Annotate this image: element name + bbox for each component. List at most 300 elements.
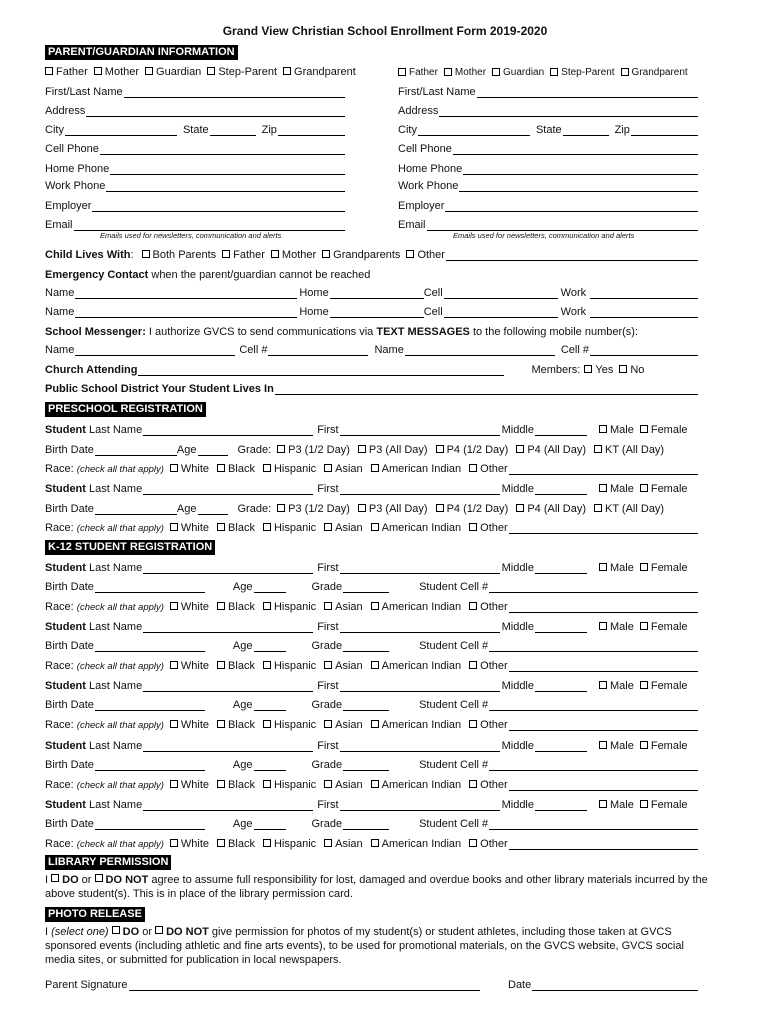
checkbox[interactable] — [436, 504, 444, 512]
checkbox[interactable] — [594, 504, 602, 512]
k12-student-3-name-row: Student Last Name First Middle Male Female — [45, 680, 688, 692]
checkbox[interactable] — [599, 425, 607, 433]
k12-student-1-age-input[interactable] — [254, 581, 286, 593]
checkbox[interactable] — [277, 504, 285, 512]
guardian2-cell-input[interactable] — [453, 143, 698, 155]
checkbox[interactable] — [371, 661, 379, 669]
k12-student-3-last-name-input[interactable] — [143, 680, 313, 692]
checkbox[interactable] — [621, 68, 629, 76]
checkbox[interactable] — [324, 602, 332, 610]
photo-donot-checkbox[interactable] — [155, 926, 163, 934]
guardian2-home-input[interactable] — [463, 163, 698, 175]
k12-student-4-grade-input[interactable] — [343, 759, 389, 771]
checkbox[interactable] — [170, 780, 178, 788]
k12-student-3-race-other[interactable]: Other — [469, 719, 508, 731]
date-row: Date — [508, 976, 698, 991]
guardian2-role-step-parent[interactable]: Step-Parent — [550, 67, 614, 78]
checkbox[interactable] — [217, 602, 225, 610]
k12-student-4-birth-row: Birth Date Age Grade Student Cell # — [45, 756, 698, 771]
preschool-student-2-male[interactable]: Male — [599, 483, 634, 495]
lives-mother[interactable]: Mother — [271, 249, 316, 261]
k12-student-2-race-asian[interactable]: Asian — [324, 660, 363, 672]
k12-student-1-race-hispanic[interactable]: Hispanic — [263, 601, 316, 613]
k12-student-5-female[interactable]: Female — [640, 799, 688, 811]
preschool-student-2-female[interactable]: Female — [640, 483, 688, 495]
preschool-student-1-age-input[interactable] — [198, 444, 228, 456]
checkbox[interactable] — [207, 67, 215, 75]
checkbox[interactable] — [263, 523, 271, 531]
k12-student-1-race-asian[interactable]: Asian — [324, 601, 363, 613]
k12-student-3-race-american-indian[interactable]: American Indian — [371, 719, 462, 731]
preschool-student-1-male[interactable]: Male — [599, 424, 634, 436]
emergency1-cell-input[interactable] — [444, 287, 558, 299]
district-row: Public School District Your Student Lives In — [45, 380, 698, 395]
checkbox[interactable] — [640, 681, 648, 689]
checkbox[interactable] — [170, 523, 178, 531]
checkbox[interactable] — [594, 445, 602, 453]
guardian1-employer-field: Employer — [45, 197, 345, 212]
checkbox[interactable] — [469, 720, 477, 728]
checkbox[interactable] — [469, 661, 477, 669]
lives-both-parents[interactable]: Both Parents — [142, 249, 217, 261]
k12-student-4-middle-input[interactable] — [535, 740, 587, 752]
checkbox[interactable] — [469, 839, 477, 847]
emergency-contact-row-2: Name Home Cell Work — [45, 303, 698, 318]
k12-student-5-name-row: Student Last Name First Middle Male Female — [45, 799, 688, 811]
k12-student-2-grade-input[interactable] — [343, 640, 389, 652]
guardian2-email-note: Emails used for newsletters, communication and alerts — [453, 231, 635, 240]
preschool-student-2-name-row: Student Last Name First Middle Male Female — [45, 483, 688, 495]
checkbox[interactable] — [371, 839, 379, 847]
checkbox[interactable] — [324, 523, 332, 531]
checkbox[interactable] — [584, 365, 592, 373]
preschool-student-2-race-hispanic[interactable]: Hispanic — [263, 522, 316, 534]
checkbox[interactable] — [599, 681, 607, 689]
checkbox[interactable] — [640, 622, 648, 630]
guardian1-roles — [45, 63, 362, 78]
guardian2-address-input[interactable] — [439, 105, 698, 117]
checkbox[interactable] — [263, 780, 271, 788]
k12-student-3-cell-input[interactable] — [489, 699, 698, 711]
k12-student-5-male[interactable]: Male — [599, 799, 634, 811]
preschool-student-1-last-name-input[interactable] — [143, 424, 313, 436]
k12-student-4-cell-input[interactable] — [489, 759, 698, 771]
guardian1-email-note: Emails used for newsletters, communication and alerts — [100, 231, 282, 240]
checkbox[interactable] — [550, 68, 558, 76]
checkbox[interactable] — [516, 504, 524, 512]
date-input[interactable] — [532, 979, 698, 991]
guardian1-state-input[interactable] — [210, 124, 256, 136]
k12-student-3-race-asian[interactable]: Asian — [324, 719, 363, 731]
checkbox[interactable] — [516, 445, 524, 453]
preschool-student-1-female[interactable]: Female — [640, 424, 688, 436]
k12-student-5-cell-input[interactable] — [489, 818, 698, 830]
checkbox[interactable] — [277, 445, 285, 453]
checkbox[interactable] — [263, 661, 271, 669]
checkbox[interactable] — [324, 839, 332, 847]
k12-student-5-birth-input[interactable] — [95, 818, 205, 830]
checkbox[interactable] — [640, 741, 648, 749]
members-no[interactable]: No — [619, 364, 644, 376]
k12-student-3-female[interactable]: Female — [640, 680, 688, 692]
preschool-student-1-race-row: Race: (check all that apply) White Black Hispanic Asian American Indian Other — [45, 460, 698, 475]
k12-student-1-race-american-indian[interactable]: American Indian — [371, 601, 462, 613]
form-title: Grand View Christian School Enrollment Form 2019-2020 — [222, 24, 548, 38]
guardian1-role-guardian[interactable]: Guardian — [145, 66, 201, 78]
preschool-student-2-race-asian[interactable]: Asian — [324, 522, 363, 534]
messenger2-name-input[interactable] — [405, 344, 555, 356]
k12-student-4-last-name-input[interactable] — [143, 740, 313, 752]
preschool-student-2-grade-option-3[interactable]: P4 (1/2 Day) — [436, 503, 509, 515]
k12-student-1-cell-input[interactable] — [489, 581, 698, 593]
preschool-student-1-birth-row: Birth Date Age Grade: P3 (1/2 Day) P3 (All Day) P4 (1/2 Day) P4 (All Day) KT (All Day) — [45, 444, 665, 456]
checkbox[interactable] — [263, 602, 271, 610]
checkbox[interactable] — [371, 464, 379, 472]
guardian1-zip-input[interactable] — [278, 124, 345, 136]
preschool-student-2-race-white[interactable]: White — [170, 522, 209, 534]
church-row: Church Attending Members: Yes No — [45, 364, 645, 376]
preschool-student-1-race-white[interactable]: White — [170, 463, 209, 475]
k12-student-5-race-row: Race: (check all that apply) White Black Hispanic Asian American Indian Other — [45, 835, 698, 850]
guardian1-address-field: Address — [45, 102, 345, 117]
guardian1-cell-field: Cell Phone — [45, 140, 345, 155]
k12-student-2-middle-input[interactable] — [535, 621, 587, 633]
preschool-student-2-race-black[interactable]: Black — [217, 522, 255, 534]
checkbox[interactable] — [469, 523, 477, 531]
emergency-contact-row-1: Name Home Cell Work — [45, 284, 698, 299]
checkbox[interactable] — [619, 365, 627, 373]
checkbox[interactable] — [324, 720, 332, 728]
guardian2-role-mother[interactable]: Mother — [444, 67, 486, 78]
guardian2-address-field: Address — [398, 102, 698, 117]
guardian1-city-input[interactable] — [65, 124, 177, 136]
checkbox[interactable] — [170, 661, 178, 669]
preschool-student-2-race-american-indian[interactable]: American Indian — [371, 522, 462, 534]
checkbox[interactable] — [599, 484, 607, 492]
k12-student-1-race-other[interactable]: Other — [469, 601, 508, 613]
checkbox[interactable] — [217, 523, 225, 531]
emergency2-home-input[interactable] — [330, 306, 424, 318]
preschool-student-2-age-input[interactable] — [198, 503, 228, 515]
guardian1-role-mother[interactable]: Mother — [94, 66, 139, 78]
preschool-student-1-grade-option-4[interactable]: P4 (All Day) — [516, 444, 586, 456]
checkbox[interactable] — [398, 68, 406, 76]
k12-student-2-race-american-indian[interactable]: American Indian — [371, 660, 462, 672]
k12-student-3-birth-row: Birth Date Age Grade Student Cell # — [45, 696, 698, 711]
emergency1-work-input[interactable] — [590, 287, 698, 299]
k12-student-4-age-input[interactable] — [254, 759, 286, 771]
guardian2-name-input[interactable] — [477, 86, 698, 98]
k12-student-3-male[interactable]: Male — [599, 680, 634, 692]
guardian1-role-step-parent[interactable]: Step-Parent — [207, 66, 277, 78]
checkbox[interactable] — [599, 622, 607, 630]
preschool-student-2-race-other-input[interactable] — [509, 522, 698, 534]
checkbox[interactable] — [170, 839, 178, 847]
checkbox[interactable] — [599, 741, 607, 749]
guardian1-name-field: First/Last Name — [45, 83, 345, 98]
checkbox[interactable] — [94, 67, 102, 75]
checkbox[interactable] — [469, 780, 477, 788]
k12-student-2-birth-row: Birth Date Age Grade Student Cell # — [45, 637, 698, 652]
preschool-student-2-last-name-input[interactable] — [143, 483, 313, 495]
k12-student-5-age-input[interactable] — [254, 818, 286, 830]
k12-student-1-race-white[interactable]: White — [170, 601, 209, 613]
k12-student-5-grade-input[interactable] — [343, 818, 389, 830]
checkbox[interactable] — [145, 67, 153, 75]
checkbox[interactable] — [217, 839, 225, 847]
checkbox[interactable] — [640, 800, 648, 808]
checkbox[interactable] — [322, 250, 330, 258]
preschool-student-2-birth-input[interactable] — [95, 503, 177, 515]
k12-student-4-race-other[interactable]: Other — [469, 779, 508, 791]
lives-father[interactable]: Father — [222, 249, 265, 261]
k12-student-2-race-black[interactable]: Black — [217, 660, 255, 672]
checkbox[interactable] — [222, 250, 230, 258]
checkbox[interactable] — [640, 484, 648, 492]
guardian1-cell-input[interactable] — [100, 143, 345, 155]
preschool-student-2-first-name-input[interactable] — [340, 483, 500, 495]
checkbox[interactable] — [263, 839, 271, 847]
k12-student-3-race-row: Race: (check all that apply) White Black Hispanic Asian American Indian Other — [45, 716, 698, 731]
preschool-student-1-race-hispanic[interactable]: Hispanic — [263, 463, 316, 475]
checkbox[interactable] — [492, 68, 500, 76]
section-photo-release: PHOTO RELEASE — [45, 907, 145, 922]
preschool-student-2-middle-input[interactable] — [535, 483, 587, 495]
checkbox[interactable] — [371, 780, 379, 788]
k12-student-4-race-other-input[interactable] — [509, 779, 698, 791]
members-yes[interactable]: Yes — [584, 364, 613, 376]
guardian2-name-field: First/Last Name — [398, 83, 698, 98]
preschool-student-1-grade-option-2[interactable]: P3 (All Day) — [358, 444, 428, 456]
preschool-student-2-race-row: Race: (check all that apply) White Black Hispanic Asian American Indian Other — [45, 519, 698, 534]
library-do-checkbox[interactable] — [51, 874, 59, 882]
guardian1-address-input[interactable] — [86, 105, 345, 117]
checkbox[interactable] — [640, 563, 648, 571]
k12-student-2-male[interactable]: Male — [599, 621, 634, 633]
messenger1-name-input[interactable] — [75, 344, 235, 356]
k12-student-1-last-name-input[interactable] — [143, 562, 313, 574]
preschool-student-1-grade-option-1[interactable]: P3 (1/2 Day) — [277, 444, 350, 456]
emergency1-name-input[interactable] — [75, 287, 297, 299]
library-donot-checkbox[interactable] — [95, 874, 103, 882]
k12-student-4-male[interactable]: Male — [599, 740, 634, 752]
guardian1-role-father[interactable]: Father — [45, 66, 88, 78]
guardian2-cell-field: Cell Phone — [398, 140, 698, 155]
guardian2-state-input[interactable] — [563, 124, 609, 136]
guardian2-role-grandparent[interactable]: Grandparent — [621, 67, 688, 78]
checkbox[interactable] — [406, 250, 414, 258]
checkbox[interactable] — [217, 720, 225, 728]
checkbox[interactable] — [444, 68, 452, 76]
k12-student-4-race-row: Race: (check all that apply) White Black Hispanic Asian American Indian Other — [45, 776, 698, 791]
checkbox[interactable] — [271, 250, 279, 258]
guardian2-role-father[interactable]: Father — [398, 67, 438, 78]
school-messenger-row: Name Cell # Name Cell # — [45, 341, 698, 356]
k12-student-4-birth-input[interactable] — [95, 759, 205, 771]
preschool-student-2-grade-option-1[interactable]: P3 (1/2 Day) — [277, 503, 350, 515]
k12-student-4-race-asian[interactable]: Asian — [324, 779, 363, 791]
emergency2-work-input[interactable] — [590, 306, 698, 318]
checkbox[interactable] — [170, 720, 178, 728]
checkbox[interactable] — [217, 464, 225, 472]
preschool-student-1-first-name-input[interactable] — [340, 424, 500, 436]
preschool-student-1-middle-input[interactable] — [535, 424, 587, 436]
checkbox[interactable] — [217, 780, 225, 788]
k12-student-1-female[interactable]: Female — [640, 562, 688, 574]
district-input[interactable] — [275, 383, 698, 395]
k12-student-3-grade-input[interactable] — [343, 699, 389, 711]
k12-student-4-race-black[interactable]: Black — [217, 779, 255, 791]
k12-student-5-middle-input[interactable] — [535, 799, 587, 811]
guardian2-home-field: Home Phone — [398, 160, 698, 175]
emergency2-cell-input[interactable] — [444, 306, 558, 318]
checkbox[interactable] — [436, 445, 444, 453]
preschool-student-1-race-other-input[interactable] — [509, 463, 698, 475]
guardian1-email-input[interactable] — [74, 219, 345, 231]
k12-student-5-race-asian[interactable]: Asian — [324, 838, 363, 850]
k12-student-4-race-american-indian[interactable]: American Indian — [371, 779, 462, 791]
k12-student-2-cell-input[interactable] — [489, 640, 698, 652]
checkbox[interactable] — [371, 602, 379, 610]
preschool-student-1-race-black[interactable]: Black — [217, 463, 255, 475]
signature-input[interactable] — [129, 979, 480, 991]
checkbox[interactable] — [217, 661, 225, 669]
checkbox[interactable] — [263, 464, 271, 472]
k12-student-4-first-name-input[interactable] — [340, 740, 500, 752]
k12-student-1-middle-input[interactable] — [535, 562, 587, 574]
guardian1-home-input[interactable] — [110, 163, 345, 175]
photo-do-checkbox[interactable] — [112, 926, 120, 934]
k12-student-5-birth-row: Birth Date Age Grade Student Cell # — [45, 815, 698, 830]
preschool-student-1-grade-option-3[interactable]: P4 (1/2 Day) — [436, 444, 509, 456]
checkbox[interactable] — [170, 464, 178, 472]
k12-student-5-race-black[interactable]: Black — [217, 838, 255, 850]
k12-student-1-race-row: Race: (check all that apply) White Black Hispanic Asian American Indian Other — [45, 598, 698, 613]
checkbox[interactable] — [371, 523, 379, 531]
guardian2-role-guardian[interactable]: Guardian — [492, 67, 544, 78]
checkbox[interactable] — [142, 250, 150, 258]
guardian2-zip-input[interactable] — [631, 124, 698, 136]
section-parent-guardian: PARENT/GUARDIAN INFORMATION — [45, 45, 238, 60]
emergency1-home-input[interactable] — [330, 287, 424, 299]
k12-student-2-age-input[interactable] — [254, 640, 286, 652]
k12-student-1-first-name-input[interactable] — [340, 562, 500, 574]
k12-student-5-last-name-input[interactable] — [143, 799, 313, 811]
checkbox[interactable] — [599, 563, 607, 571]
k12-student-2-last-name-input[interactable] — [143, 621, 313, 633]
k12-student-2-birth-input[interactable] — [95, 640, 205, 652]
checkbox[interactable] — [263, 720, 271, 728]
checkbox[interactable] — [324, 464, 332, 472]
k12-student-5-race-white[interactable]: White — [170, 838, 209, 850]
church-input[interactable] — [138, 364, 504, 376]
preschool-student-1-race-other[interactable]: Other — [469, 463, 508, 475]
k12-student-5-race-hispanic[interactable]: Hispanic — [263, 838, 316, 850]
preschool-student-1-race-asian[interactable]: Asian — [324, 463, 363, 475]
checkbox[interactable] — [469, 464, 477, 472]
guardian1-employer-input[interactable] — [92, 200, 345, 212]
k12-student-1-birth-input[interactable] — [95, 581, 205, 593]
k12-student-2-race-white[interactable]: White — [170, 660, 209, 672]
checkbox[interactable] — [45, 67, 53, 75]
emergency2-name-input[interactable] — [75, 306, 297, 318]
k12-student-1-male[interactable]: Male — [599, 562, 634, 574]
preschool-student-2-race-other[interactable]: Other — [469, 522, 508, 534]
guardian1-role-grandparent[interactable]: Grandparent — [283, 66, 356, 78]
checkbox[interactable] — [358, 445, 366, 453]
guardian2-employer-input[interactable] — [445, 200, 698, 212]
checkbox[interactable] — [358, 504, 366, 512]
k12-student-2-female[interactable]: Female — [640, 621, 688, 633]
preschool-student-1-race-american-indian[interactable]: American Indian — [371, 463, 462, 475]
k12-student-5-first-name-input[interactable] — [340, 799, 500, 811]
k12-student-1-birth-row: Birth Date Age Grade Student Cell # — [45, 578, 698, 593]
k12-student-4-female[interactable]: Female — [640, 740, 688, 752]
k12-student-1-race-black[interactable]: Black — [217, 601, 255, 613]
guardian1-city-state-zip: City State Zip — [45, 121, 345, 136]
k12-student-2-race-other-input[interactable] — [509, 660, 698, 672]
checkbox[interactable] — [324, 661, 332, 669]
k12-student-2-race-hispanic[interactable]: Hispanic — [263, 660, 316, 672]
k12-student-5-race-other[interactable]: Other — [469, 838, 508, 850]
guardian1-work-input[interactable] — [106, 180, 345, 192]
checkbox[interactable] — [371, 720, 379, 728]
emergency-contact-heading: Emergency Contact when the parent/guardian cannot be reached — [45, 269, 371, 281]
checkbox[interactable] — [599, 800, 607, 808]
guardian2-city-state-zip: City State Zip — [398, 121, 698, 136]
guardian2-email-input[interactable] — [427, 219, 698, 231]
k12-student-3-race-black[interactable]: Black — [217, 719, 255, 731]
preschool-student-2-grade-option-5[interactable]: KT (All Day) — [594, 503, 664, 515]
preschool-student-2-grade-option-4[interactable]: P4 (All Day) — [516, 503, 586, 515]
checkbox[interactable] — [324, 780, 332, 788]
k12-student-4-race-hispanic[interactable]: Hispanic — [263, 779, 316, 791]
preschool-student-1-birth-input[interactable] — [95, 444, 177, 456]
signature-row: Parent Signature — [45, 976, 480, 991]
checkbox[interactable] — [469, 602, 477, 610]
k12-student-2-first-name-input[interactable] — [340, 621, 500, 633]
k12-student-3-first-name-input[interactable] — [340, 680, 500, 692]
k12-student-2-race-other[interactable]: Other — [469, 660, 508, 672]
preschool-student-1-grade-option-5[interactable]: KT (All Day) — [594, 444, 664, 456]
checkbox[interactable] — [283, 67, 291, 75]
messenger1-cell-input[interactable] — [268, 344, 368, 356]
k12-student-3-middle-input[interactable] — [535, 680, 587, 692]
k12-student-5-race-american-indian[interactable]: American Indian — [371, 838, 462, 850]
k12-student-3-race-hispanic[interactable]: Hispanic — [263, 719, 316, 731]
k12-student-3-age-input[interactable] — [254, 699, 286, 711]
k12-student-2-race-row: Race: (check all that apply) White Black Hispanic Asian American Indian Other — [45, 657, 698, 672]
k12-student-5-race-other-input[interactable] — [509, 838, 698, 850]
k12-student-1-race-other-input[interactable] — [509, 601, 698, 613]
preschool-student-2-grade-option-2[interactable]: P3 (All Day) — [358, 503, 428, 515]
lives-grandparents[interactable]: Grandparents — [322, 249, 400, 261]
k12-student-1-grade-input[interactable] — [343, 581, 389, 593]
k12-student-3-birth-input[interactable] — [95, 699, 205, 711]
checkbox[interactable] — [640, 425, 648, 433]
checkbox[interactable] — [170, 602, 178, 610]
messenger2-cell-input[interactable] — [590, 344, 698, 356]
guardian1-name-input[interactable] — [124, 86, 345, 98]
k12-student-3-race-other-input[interactable] — [509, 719, 698, 731]
lives-other-input[interactable] — [446, 249, 698, 261]
lives-other[interactable]: Other — [406, 249, 445, 261]
k12-student-4-race-white[interactable]: White — [170, 779, 209, 791]
guardian2-city-input[interactable] — [418, 124, 530, 136]
guardian2-work-input[interactable] — [459, 180, 698, 192]
section-library: LIBRARY PERMISSION — [45, 855, 171, 870]
k12-student-3-race-white[interactable]: White — [170, 719, 209, 731]
